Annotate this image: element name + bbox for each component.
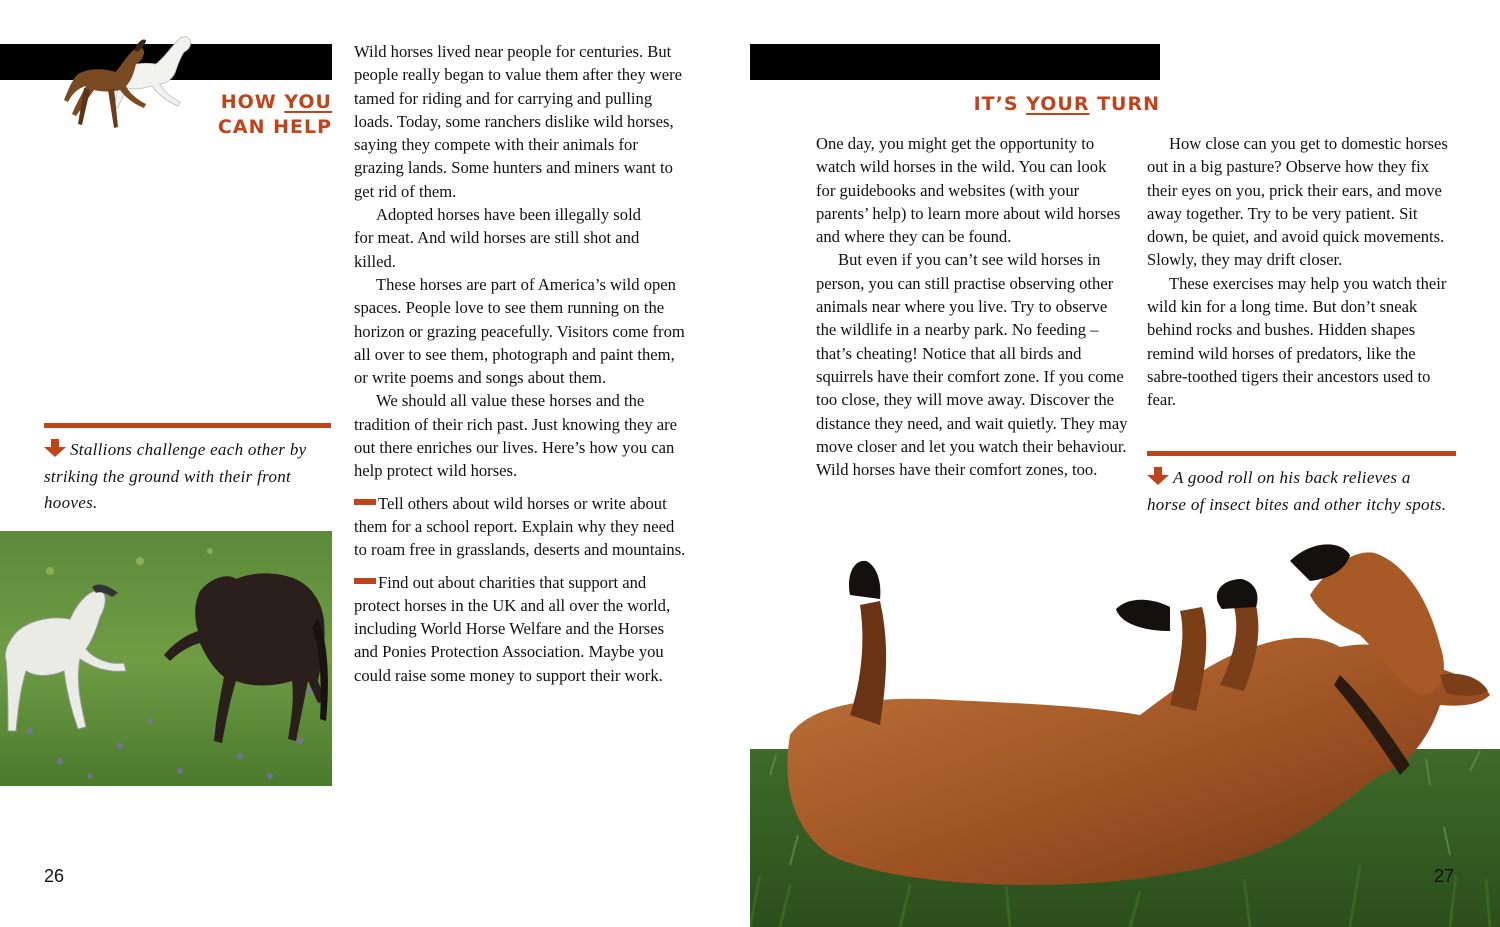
left-heading — [160, 90, 332, 140]
heading-line-can-help: CAN HELP — [217, 116, 332, 138]
left-paragraph-1: Wild horses lived near people for centuries. But people really began to value them after they were tamed for riding and for carrying and pulling loads. Today, some ranchers dislike wild horses, saying they compete with their animals for grazing lands. Some hunters and miners want to get rid of them. — [354, 42, 683, 201]
left-paragraph-3: These horses are part of America’s wild open spaces. People love to see them running on the horizon or grazing peacefully. Visitors come from all over to see them, photograph and paint them, or write poems and songs about them. — [354, 274, 685, 388]
right-paragraph-1: One day, you might get the opportunity to watch wild horses in the wild. You can look for guidebooks and websites (with your parents’ help) to learn more about wild horses and where they can be found. — [816, 134, 1121, 247]
right-header-bar — [750, 44, 1160, 80]
bullet-text-1: Tell others about wild horses or write about them for a school report. Explain why they need to roam free in grasslands, deserts and mountains. — [354, 493, 686, 560]
left-page-number: 26 — [44, 866, 65, 886]
right-body-column-1 — [816, 132, 1128, 481]
right-page-number: 27 — [1434, 866, 1455, 886]
rolling-horse-photo — [750, 535, 1500, 927]
dash-bullet-icon — [354, 578, 376, 584]
right-body-column-2 — [1147, 132, 1459, 412]
left-paragraph-4: We should all value these horses and the tradition of their rich past. Just knowing they are out there enriches our lives. Here’s how you can help protect wild horses. — [354, 391, 678, 481]
right-caption-rule — [1147, 451, 1456, 456]
heading-word-you: YOU — [284, 91, 332, 113]
right-paragraph-4: These exercises may help you watch their wild kin for a long time. But don’t sneak behind rocks and bushes. Hidden shapes remind wild horses of predators, like the sabre-toothed tigers their ancestors used to fear. — [1147, 273, 1447, 410]
left-caption — [44, 437, 334, 517]
heading-word-turn: TURN — [1089, 93, 1160, 115]
bullet-item-1 — [354, 492, 689, 562]
left-paragraph-2: Adopted horses have been illegally sold for meat. And wild horses are still shot and killed. — [354, 205, 641, 271]
right-heading — [880, 92, 1160, 117]
right-paragraph-3: How close can you get to domestic horses out in a big pasture? Observe how they fix their eyes on you, prick their ears, and move away together. Try to be very patient. Sit down, be quiet, and avoid quick movements. Slowly, they may drift closer. — [1147, 134, 1448, 270]
stallions-photo — [0, 531, 332, 786]
left-body-column — [354, 40, 689, 687]
heading-word-how: HOW — [220, 91, 285, 113]
bullet-item-2 — [354, 571, 689, 687]
down-arrow-icon — [1147, 467, 1169, 485]
left-caption-text: Stallions challenge each other by striking the ground with their front hooves. — [44, 440, 307, 512]
heading-word-its: IT’S — [973, 93, 1027, 115]
heading-word-your: YOUR — [1026, 93, 1090, 115]
dash-bullet-icon — [354, 499, 376, 505]
right-caption-text: A good roll on his back relieves a horse of insect bites and other itchy spots. — [1147, 468, 1447, 514]
right-caption — [1147, 465, 1447, 518]
right-paragraph-2: But even if you can’t see wild horses in person, you can still practise observing other animals near where you live. Try to observe the wildlife in a nearby park. No feeding – that’s cheating! Notice that all birds and squirrels have their comfort zone. If you come too close, they will move away. Discover the distance they need, and wait quietly. They may move closer and let you watch their behaviour. Wild horses have their comfort zones, too. — [816, 250, 1128, 480]
bullet-text-2: Find out about charities that support and protect horses in the UK and all over the world, including World Horse Welfare and the Horses and Ponies Protection Association. Maybe you could raise some money to support their work. — [354, 572, 671, 685]
left-caption-rule — [44, 423, 331, 428]
down-arrow-icon — [44, 439, 66, 457]
